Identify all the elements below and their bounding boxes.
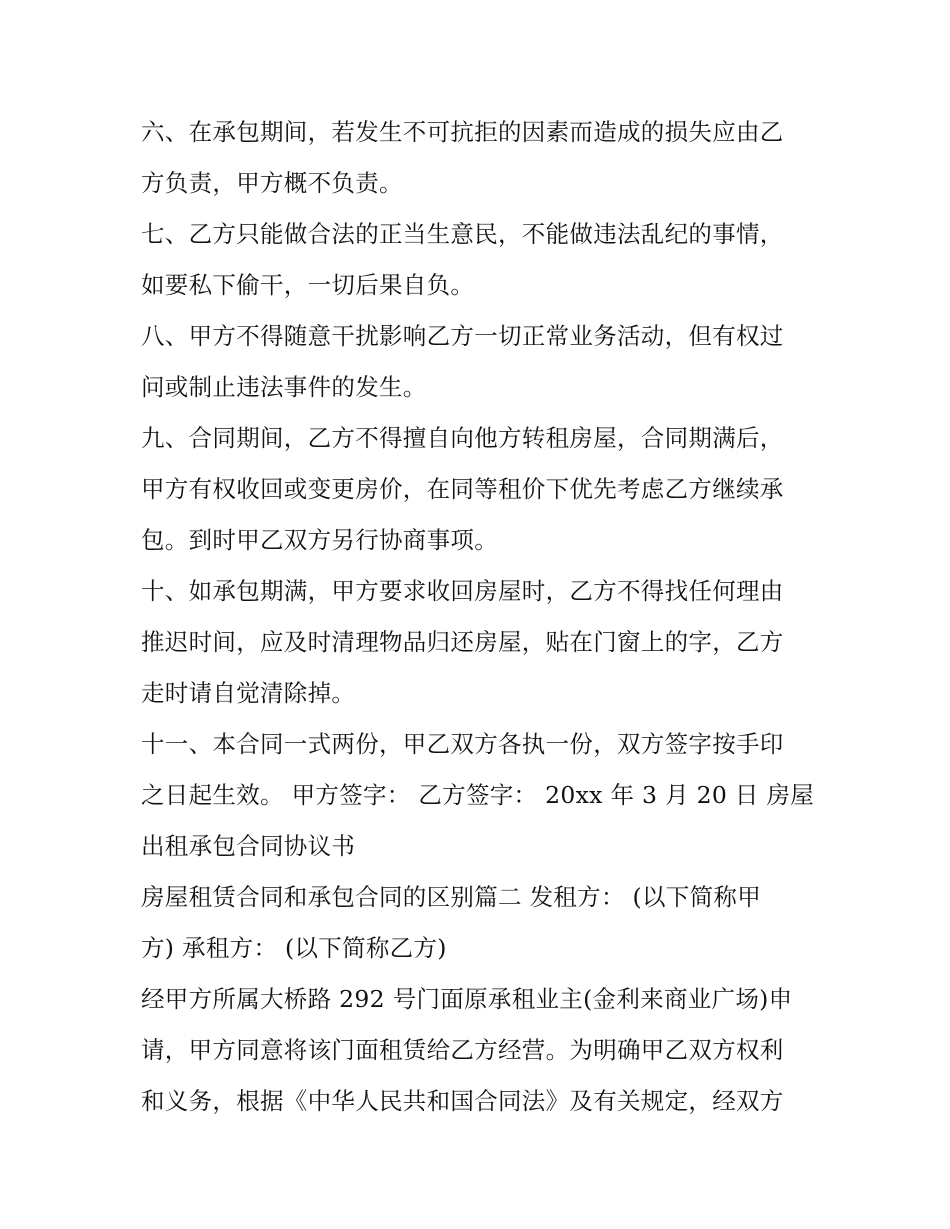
text-line: 走时请自觉清除掉。 [141, 679, 356, 707]
text-line: 方负责，甲方概不负责。 [141, 169, 403, 197]
text-line: 八、甲方不得随意干扰影响乙方一切正常业务活动，但有权过 [141, 322, 784, 350]
text-line: 甲方有权收回或变更房价，在同等租价下优先考虑乙方继续承 [141, 475, 784, 503]
document-body [141, 107, 821, 1127]
text-line: 经甲方所属大桥路 292 号门面原承租业主(金利来商业广场)申 [141, 985, 793, 1013]
text-line: 问或制止违法事件的发生。 [141, 373, 427, 401]
text-line: 包。到时甲乙双方另行协商事项。 [141, 526, 498, 554]
text-line: 十一、本合同一式两份，甲乙双方各执一份，双方签字按手印 [141, 730, 784, 758]
text-line: 之日起生效。 甲方签字： 乙方签字： 20xx 年 3 月 20 日 房屋 [141, 781, 815, 809]
text-line: 方) 承租方： (以下简称乙方) [141, 934, 447, 962]
text-line: 如要私下偷干，一切后果自负。 [141, 271, 475, 299]
text-line: 出租承包合同协议书 [141, 832, 356, 860]
text-line: 六、在承包期间，若发生不可抗拒的因素而造成的损失应由乙 [141, 118, 784, 146]
text-line: 推迟时间，应及时清理物品归还房屋，贴在门窗上的字，乙方 [141, 628, 784, 656]
text-line: 九、合同期间，乙方不得擅自向他方转租房屋，合同期满后， [141, 424, 784, 452]
text-line: 和义务，根据《中华人民共和国合同法》及有关规定，经双方 [141, 1087, 784, 1115]
text-line: 请，甲方同意将该门面租赁给乙方经营。为明确甲乙双方权利 [141, 1036, 784, 1064]
text-line: 十、如承包期满，甲方要求收回房屋时，乙方不得找任何理由 [141, 577, 784, 605]
text-line: 七、乙方只能做合法的正当生意民，不能做违法乱纪的事情， [141, 220, 784, 248]
text-line: 房屋租赁合同和承包合同的区别篇二 发租方： (以下简称甲 [141, 883, 762, 911]
